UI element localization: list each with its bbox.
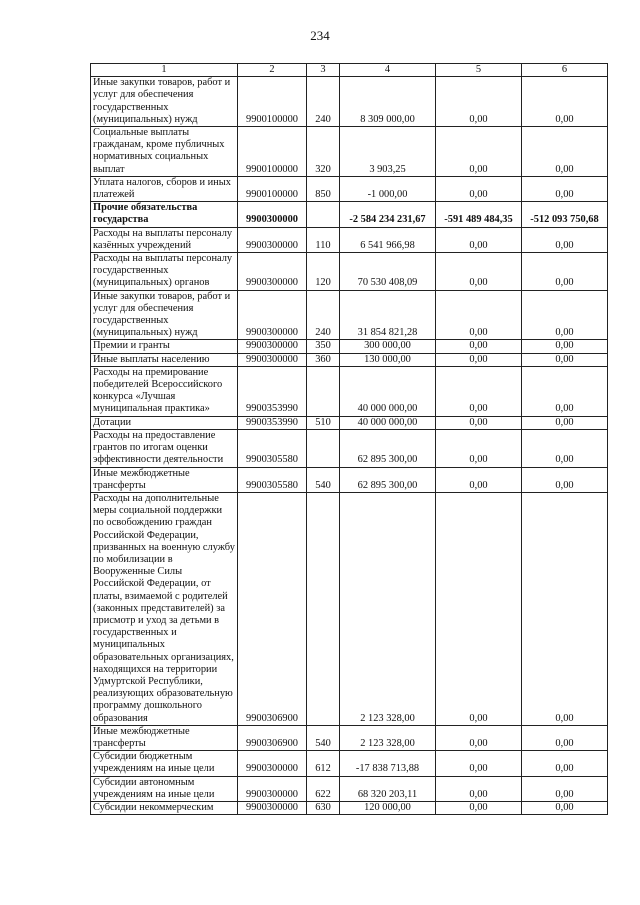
table-row: [91, 751, 608, 776]
table-row: [91, 366, 608, 416]
row-value-4-cell: 120 000,00: [340, 801, 436, 814]
table-row: [91, 492, 608, 725]
row-value-5-cell: -591 489 484,35: [436, 202, 522, 227]
row-type-cell: 360: [307, 353, 340, 366]
row-code-cell: 9900300000: [238, 290, 307, 340]
table-row: [91, 202, 608, 227]
row-value-4-cell: 31 854 821,28: [340, 290, 436, 340]
row-name-cell: Расходы на предоставление грантов по итогам оценки эффективности деятельности: [91, 429, 238, 467]
row-value-4-cell: 8 309 000,00: [340, 77, 436, 127]
row-type-cell: [307, 202, 340, 227]
table-row: [91, 353, 608, 366]
row-value-5-cell: 0,00: [436, 467, 522, 492]
row-type-cell: 240: [307, 290, 340, 340]
table-row: [91, 801, 608, 814]
row-value-4-cell: 40 000 000,00: [340, 366, 436, 416]
row-code-cell: 9900300000: [238, 202, 307, 227]
row-code-cell: 9900100000: [238, 127, 307, 177]
row-value-5-cell: 0,00: [436, 801, 522, 814]
row-value-5-cell: 0,00: [436, 416, 522, 429]
row-value-6-cell: 0,00: [522, 725, 608, 750]
table-row: [91, 467, 608, 492]
table-row: [91, 77, 608, 127]
table-row: [91, 340, 608, 353]
row-code-cell: 9900353990: [238, 416, 307, 429]
row-name-cell: Иные выплаты населению: [91, 353, 238, 366]
row-value-5-cell: 0,00: [436, 127, 522, 177]
row-code-cell: 9900305580: [238, 467, 307, 492]
row-code-cell: 9900100000: [238, 77, 307, 127]
row-type-cell: 320: [307, 127, 340, 177]
row-value-6-cell: -512 093 750,68: [522, 202, 608, 227]
row-code-cell: 9900300000: [238, 227, 307, 252]
row-name-cell: Премии и гранты: [91, 340, 238, 353]
row-name-cell: Субсидии бюджетным учреждениям на иные цели: [91, 751, 238, 776]
table-row: [91, 290, 608, 340]
row-value-4-cell: 62 895 300,00: [340, 429, 436, 467]
row-code-cell: 9900300000: [238, 801, 307, 814]
row-name-cell: Расходы на премирование победителей Всероссийского конкурса «Лучшая муниципальная практика»: [91, 366, 238, 416]
row-value-4-cell: 130 000,00: [340, 353, 436, 366]
row-name-cell: Прочие обязательства государства: [91, 202, 238, 227]
row-value-5-cell: 0,00: [436, 353, 522, 366]
row-code-cell: 9900306900: [238, 492, 307, 725]
column-header-4: 4: [340, 64, 436, 77]
row-code-cell: 9900100000: [238, 176, 307, 201]
row-value-5-cell: 0,00: [436, 366, 522, 416]
row-value-4-cell: 70 530 408,09: [340, 253, 436, 291]
row-value-4-cell: 6 541 966,98: [340, 227, 436, 252]
table-row: [91, 776, 608, 801]
table-row: [91, 429, 608, 467]
row-value-4-cell: 2 123 328,00: [340, 492, 436, 725]
row-name-cell: Иные закупки товаров, работ и услуг для обеспечения государственных (муниципальных) нужд: [91, 290, 238, 340]
row-name-cell: Субсидии некоммерческим: [91, 801, 238, 814]
row-type-cell: 850: [307, 176, 340, 201]
table-header-row: [91, 64, 608, 77]
row-code-cell: 9900300000: [238, 340, 307, 353]
row-value-6-cell: 0,00: [522, 227, 608, 252]
row-value-6-cell: 0,00: [522, 340, 608, 353]
row-value-6-cell: 0,00: [522, 176, 608, 201]
row-type-cell: 540: [307, 467, 340, 492]
row-value-4-cell: 3 903,25: [340, 127, 436, 177]
column-header-3: 3: [307, 64, 340, 77]
row-value-4-cell: -17 838 713,88: [340, 751, 436, 776]
row-name-cell: Расходы на выплаты персоналу государственных (муниципальных) органов: [91, 253, 238, 291]
row-value-5-cell: 0,00: [436, 176, 522, 201]
row-value-4-cell: 40 000 000,00: [340, 416, 436, 429]
row-value-4-cell: 68 320 203,11: [340, 776, 436, 801]
row-value-5-cell: 0,00: [436, 227, 522, 252]
row-value-6-cell: 0,00: [522, 429, 608, 467]
row-value-6-cell: 0,00: [522, 127, 608, 177]
row-value-4-cell: 300 000,00: [340, 340, 436, 353]
row-code-cell: 9900300000: [238, 253, 307, 291]
row-value-5-cell: 0,00: [436, 429, 522, 467]
row-value-5-cell: 0,00: [436, 340, 522, 353]
row-value-6-cell: 0,00: [522, 492, 608, 725]
row-name-cell: Иные закупки товаров, работ и услуг для обеспечения государственных (муниципальных) нужд: [91, 77, 238, 127]
row-value-5-cell: 0,00: [436, 253, 522, 291]
row-code-cell: 9900300000: [238, 353, 307, 366]
table-row: [91, 227, 608, 252]
row-type-cell: 350: [307, 340, 340, 353]
row-value-6-cell: 0,00: [522, 253, 608, 291]
column-header-6: 6: [522, 64, 608, 77]
table-row: [91, 253, 608, 291]
row-value-5-cell: 0,00: [436, 290, 522, 340]
row-name-cell: Расходы на выплаты персоналу казённых учреждений: [91, 227, 238, 252]
row-name-cell: Субсидии автономным учреждениям на иные цели: [91, 776, 238, 801]
row-value-6-cell: 0,00: [522, 776, 608, 801]
row-type-cell: [307, 492, 340, 725]
row-value-4-cell: 62 895 300,00: [340, 467, 436, 492]
row-value-5-cell: 0,00: [436, 751, 522, 776]
row-type-cell: 540: [307, 725, 340, 750]
row-type-cell: 510: [307, 416, 340, 429]
row-type-cell: 110: [307, 227, 340, 252]
row-name-cell: Дотации: [91, 416, 238, 429]
budget-table: [90, 63, 608, 815]
table-row: [91, 416, 608, 429]
row-type-cell: [307, 429, 340, 467]
row-name-cell: Уплата налогов, сборов и иных платежей: [91, 176, 238, 201]
row-value-6-cell: 0,00: [522, 290, 608, 340]
column-header-1: 1: [91, 64, 238, 77]
row-type-cell: 612: [307, 751, 340, 776]
column-header-5: 5: [436, 64, 522, 77]
row-value-6-cell: 0,00: [522, 801, 608, 814]
table-row: [91, 127, 608, 177]
row-value-5-cell: 0,00: [436, 776, 522, 801]
row-type-cell: 630: [307, 801, 340, 814]
row-value-6-cell: 0,00: [522, 77, 608, 127]
row-name-cell: Расходы на дополнительные меры социальной поддержки по освобождению граждан Российской Федерации, призванных на военную службу по мобилизации в Вооруженные Силы Российской Федерации, от платы, взимаемой с родителей (законных представителей) за присмотр и уход за детьми в государственных и муниципальных образовательных организациях, находящихся на территории Удмуртской Республики, реализующих образовательную программу дошкольного образования: [91, 492, 238, 725]
row-code-cell: 9900305580: [238, 429, 307, 467]
row-name-cell: Иные межбюджетные трансферты: [91, 467, 238, 492]
row-value-4-cell: 2 123 328,00: [340, 725, 436, 750]
row-value-6-cell: 0,00: [522, 467, 608, 492]
table-row: [91, 176, 608, 201]
table-row: [91, 725, 608, 750]
row-value-4-cell: -2 584 234 231,67: [340, 202, 436, 227]
row-code-cell: 9900300000: [238, 776, 307, 801]
row-type-cell: 622: [307, 776, 340, 801]
row-name-cell: Социальные выплаты гражданам, кроме публичных нормативных социальных выплат: [91, 127, 238, 177]
row-value-6-cell: 0,00: [522, 416, 608, 429]
row-value-5-cell: 0,00: [436, 492, 522, 725]
page-number: 234: [310, 28, 330, 43]
row-value-4-cell: -1 000,00: [340, 176, 436, 201]
row-value-6-cell: 0,00: [522, 751, 608, 776]
row-type-cell: [307, 366, 340, 416]
row-type-cell: 240: [307, 77, 340, 127]
row-value-5-cell: 0,00: [436, 725, 522, 750]
row-code-cell: 9900353990: [238, 366, 307, 416]
column-header-2: 2: [238, 64, 307, 77]
row-code-cell: 9900306900: [238, 725, 307, 750]
row-type-cell: 120: [307, 253, 340, 291]
row-name-cell: Иные межбюджетные трансферты: [91, 725, 238, 750]
row-value-6-cell: 0,00: [522, 353, 608, 366]
row-value-6-cell: 0,00: [522, 366, 608, 416]
row-value-5-cell: 0,00: [436, 77, 522, 127]
row-code-cell: 9900300000: [238, 751, 307, 776]
